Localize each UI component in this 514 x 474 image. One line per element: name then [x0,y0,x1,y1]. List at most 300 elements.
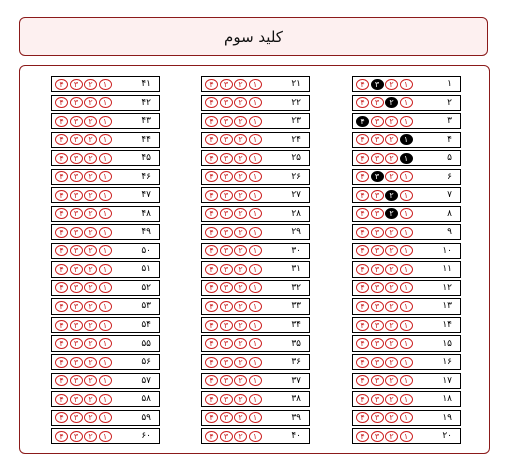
answer-bubble-option-1[interactable]: ۱ [249,153,262,164]
answer-bubble-option-1[interactable]: ۱ [99,134,112,145]
question-number: ۵۵ [141,338,151,349]
answer-bubble-option-2[interactable]: ۲ [385,301,398,312]
answer-bubble-option-2[interactable]: ۲ [84,375,97,386]
answer-bubble-option-2[interactable]: ۲ [234,338,247,349]
answer-bubble-option-3[interactable]: ۳ [220,134,233,145]
answer-bubble-option-1[interactable]: ۱ [99,190,112,201]
answer-bubble-option-3[interactable]: ۳ [371,116,384,127]
question-number: ۵۲ [141,282,151,293]
question-number: ۱۹ [442,412,452,423]
answer-bubble-option-4[interactable]: ۴ [356,190,369,201]
answer-bubble-option-1[interactable]: ۱ [99,97,112,108]
answer-bubble-option-1[interactable]: ۱ [400,394,413,405]
answer-bubble-option-1[interactable]: ۱ [400,153,413,164]
answer-bubble-option-3[interactable]: ۳ [220,264,233,275]
answer-row [51,335,160,351]
answer-bubble-option-2[interactable]: ۲ [84,245,97,256]
question-number: ۲۳ [291,116,301,127]
answer-bubble-option-4[interactable]: ۴ [356,79,369,90]
answer-bubble-option-3[interactable]: ۳ [70,134,83,145]
answer-bubbles [205,134,263,145]
answer-bubble-option-1[interactable]: ۱ [99,79,112,90]
answer-bubble-option-3[interactable]: ۳ [371,394,384,405]
answer-bubble-option-2[interactable]: ۲ [84,208,97,219]
answer-bubble-option-4[interactable]: ۴ [55,208,68,219]
answer-bubble-option-4[interactable]: ۴ [356,301,369,312]
answer-bubble-option-4[interactable]: ۴ [356,134,369,145]
answer-bubble-option-2[interactable]: ۲ [84,227,97,238]
answer-row [201,335,310,351]
answer-bubble-option-2[interactable]: ۲ [84,116,97,127]
answer-bubble-option-2[interactable]: ۲ [385,264,398,275]
answer-bubble-option-3[interactable]: ۳ [371,338,384,349]
answer-bubble-option-4[interactable]: ۴ [205,431,218,442]
answer-row [352,280,461,296]
answer-bubble-option-1[interactable]: ۱ [249,412,262,423]
answer-bubbles [356,320,414,331]
answer-bubble-option-4[interactable]: ۴ [205,190,218,201]
answer-bubble-option-1[interactable]: ۱ [400,245,413,256]
answer-bubble-option-4[interactable]: ۴ [356,97,369,108]
answer-bubble-option-4[interactable]: ۴ [55,375,68,386]
answer-bubble-option-1[interactable]: ۱ [400,338,413,349]
answer-bubble-option-2[interactable]: ۲ [84,357,97,368]
answer-bubble-option-4[interactable]: ۴ [356,338,369,349]
answer-bubble-option-4[interactable]: ۴ [205,412,218,423]
answer-bubble-option-4[interactable]: ۴ [205,375,218,386]
answer-bubble-option-3[interactable]: ۳ [70,227,83,238]
question-number: ۱۸ [442,394,452,405]
answer-bubbles [55,320,113,331]
answer-bubble-option-4[interactable]: ۴ [205,134,218,145]
answer-bubbles [356,282,414,293]
answer-bubble-option-4[interactable]: ۴ [55,431,68,442]
answer-bubble-option-1[interactable]: ۱ [99,116,112,127]
answer-row [51,373,160,389]
question-number: ۲۲ [291,97,301,108]
answer-bubble-option-1[interactable]: ۱ [99,282,112,293]
answer-bubble-option-2[interactable]: ۲ [385,357,398,368]
answer-bubble-option-3[interactable]: ۳ [371,190,384,201]
answer-bubble-option-3[interactable]: ۳ [220,320,233,331]
answer-bubble-option-4[interactable]: ۴ [356,412,369,423]
answer-bubble-option-4[interactable]: ۴ [205,320,218,331]
answer-bubble-option-3[interactable]: ۳ [371,245,384,256]
answer-row [201,261,310,277]
answer-bubble-option-3[interactable]: ۳ [70,116,83,127]
answer-bubble-option-2[interactable]: ۲ [234,301,247,312]
answer-bubble-option-3[interactable]: ۳ [70,97,83,108]
answer-bubble-option-2[interactable]: ۲ [234,79,247,90]
answer-bubble-option-1[interactable]: ۱ [400,190,413,201]
answer-bubble-option-3[interactable]: ۳ [70,338,83,349]
answer-bubble-option-3[interactable]: ۳ [371,412,384,423]
answer-bubble-option-3[interactable]: ۳ [371,320,384,331]
answer-bubble-option-4[interactable]: ۴ [356,264,369,275]
answer-bubble-option-3[interactable]: ۳ [220,190,233,201]
answer-bubble-option-1[interactable]: ۱ [249,264,262,275]
answer-bubble-option-1[interactable]: ۱ [249,320,262,331]
answer-bubble-option-2[interactable]: ۲ [385,116,398,127]
answer-bubble-option-4[interactable]: ۴ [356,208,369,219]
answer-bubble-option-4[interactable]: ۴ [356,153,369,164]
answer-bubble-option-4[interactable]: ۴ [356,227,369,238]
answer-bubble-option-3[interactable]: ۳ [70,394,83,405]
question-number: ۲۶ [291,171,301,182]
answer-bubble-option-1[interactable]: ۱ [249,208,262,219]
answer-row [51,354,160,370]
answer-bubble-option-3[interactable]: ۳ [70,412,83,423]
answer-bubble-option-4[interactable]: ۴ [205,227,218,238]
answer-bubble-option-2[interactable]: ۲ [84,282,97,293]
answer-bubble-option-4[interactable]: ۴ [55,282,68,293]
question-number: ۴۵ [141,153,151,164]
answer-bubble-option-3[interactable]: ۳ [371,301,384,312]
answer-row [201,169,310,185]
answer-bubble-option-3[interactable]: ۳ [220,153,233,164]
answer-bubble-option-4[interactable]: ۴ [205,282,218,293]
answer-bubble-option-4[interactable]: ۴ [55,153,68,164]
answer-bubbles [55,153,113,164]
answer-bubble-option-1[interactable]: ۱ [400,116,413,127]
answer-bubble-option-4[interactable]: ۴ [205,245,218,256]
answer-bubble-option-4[interactable]: ۴ [205,357,218,368]
answer-bubble-option-3[interactable]: ۳ [371,97,384,108]
answer-bubble-option-1[interactable]: ۱ [249,282,262,293]
answer-bubble-option-4[interactable]: ۴ [205,97,218,108]
answer-bubbles [356,357,414,368]
answer-bubble-option-4[interactable]: ۴ [55,134,68,145]
answer-bubble-option-2[interactable]: ۲ [385,320,398,331]
answer-bubble-option-1[interactable]: ۱ [99,320,112,331]
answer-row [201,243,310,259]
answer-bubble-option-1[interactable]: ۱ [249,245,262,256]
answer-bubble-option-1[interactable]: ۱ [99,394,112,405]
answer-bubble-option-2[interactable]: ۲ [234,320,247,331]
question-number: ۷ [447,190,452,201]
answer-bubble-option-4[interactable]: ۴ [55,190,68,201]
answer-bubbles [356,412,414,423]
answer-bubbles [205,338,263,349]
answer-bubble-option-3[interactable]: ۳ [70,208,83,219]
answer-bubble-option-2[interactable]: ۲ [385,227,398,238]
answer-bubble-option-3[interactable]: ۳ [70,79,83,90]
answer-bubble-option-3[interactable]: ۳ [220,171,233,182]
answer-bubble-option-1[interactable]: ۱ [249,190,262,201]
answer-bubble-option-4[interactable]: ۴ [55,116,68,127]
answer-bubble-option-2[interactable]: ۲ [385,79,398,90]
answer-bubble-option-3[interactable]: ۳ [371,153,384,164]
answer-bubble-option-4[interactable]: ۴ [356,116,369,127]
answer-bubble-option-3[interactable]: ۳ [220,227,233,238]
answer-bubble-option-3[interactable]: ۳ [70,301,83,312]
answer-bubble-option-4[interactable]: ۴ [205,79,218,90]
answer-bubble-option-1[interactable]: ۱ [99,171,112,182]
answer-bubbles [356,134,414,145]
answer-bubble-option-3[interactable]: ۳ [371,357,384,368]
answer-bubble-option-2[interactable]: ۲ [385,134,398,145]
answer-bubble-option-2[interactable]: ۲ [84,431,97,442]
answer-bubble-option-1[interactable]: ۱ [249,357,262,368]
answer-bubble-option-3[interactable]: ۳ [220,97,233,108]
answer-bubble-option-1[interactable]: ۱ [99,301,112,312]
answer-bubble-option-2[interactable]: ۲ [385,153,398,164]
answer-bubble-option-4[interactable]: ۴ [55,245,68,256]
answer-bubble-option-2[interactable]: ۲ [385,282,398,293]
answer-bubble-option-3[interactable]: ۳ [70,375,83,386]
answer-row [352,206,461,222]
answer-bubble-option-1[interactable]: ۱ [400,301,413,312]
question-number: ۲۱ [291,79,301,90]
answer-bubble-option-2[interactable]: ۲ [385,412,398,423]
answer-bubble-option-1[interactable]: ۱ [400,357,413,368]
question-number: ۵۰ [141,245,151,256]
answer-bubble-option-3[interactable]: ۳ [220,245,233,256]
answer-bubbles [205,79,263,90]
answer-bubble-option-4[interactable]: ۴ [55,171,68,182]
answer-bubble-option-4[interactable]: ۴ [356,320,369,331]
answer-bubble-option-3[interactable]: ۳ [371,79,384,90]
answer-bubble-option-2[interactable]: ۲ [234,375,247,386]
answer-bubble-option-3[interactable]: ۳ [220,431,233,442]
answer-bubble-option-1[interactable]: ۱ [249,394,262,405]
answer-bubble-option-2[interactable]: ۲ [84,338,97,349]
answer-bubble-option-2[interactable]: ۲ [84,97,97,108]
answer-bubble-option-1[interactable]: ۱ [249,116,262,127]
answer-bubble-option-4[interactable]: ۴ [205,394,218,405]
answer-bubble-option-4[interactable]: ۴ [356,357,369,368]
answer-bubble-option-1[interactable]: ۱ [400,320,413,331]
answer-bubble-option-2[interactable]: ۲ [385,171,398,182]
answer-bubble-option-2[interactable]: ۲ [84,171,97,182]
answer-bubbles [205,116,263,127]
answer-bubble-option-2[interactable]: ۲ [84,134,97,145]
answer-bubbles [356,97,414,108]
answer-bubble-option-4[interactable]: ۴ [205,264,218,275]
answer-bubble-option-2[interactable]: ۲ [385,375,398,386]
answer-bubble-option-2[interactable]: ۲ [234,190,247,201]
question-number: ۱۷ [442,375,452,386]
answer-bubble-option-2[interactable]: ۲ [385,97,398,108]
answer-bubble-option-2[interactable]: ۲ [234,97,247,108]
answer-row [352,113,461,129]
answer-bubble-option-1[interactable]: ۱ [99,208,112,219]
answer-bubble-option-3[interactable]: ۳ [220,208,233,219]
answer-bubbles [55,116,113,127]
answer-bubbles [55,208,113,219]
answer-bubble-option-4[interactable]: ۴ [356,375,369,386]
answer-bubble-option-2[interactable]: ۲ [84,394,97,405]
answer-bubble-option-4[interactable]: ۴ [55,264,68,275]
answer-row [201,224,310,240]
answer-key-title: کلید سوم [224,27,283,46]
answer-bubble-option-1[interactable]: ۱ [249,171,262,182]
answer-bubble-option-4[interactable]: ۴ [205,116,218,127]
answer-bubble-option-3[interactable]: ۳ [70,431,83,442]
answer-bubble-option-3[interactable]: ۳ [371,208,384,219]
answer-bubble-option-3[interactable]: ۳ [220,375,233,386]
answer-bubble-option-3[interactable]: ۳ [371,134,384,145]
answer-bubble-option-3[interactable]: ۳ [220,282,233,293]
answer-bubble-option-1[interactable]: ۱ [99,338,112,349]
answer-bubble-option-3[interactable]: ۳ [371,375,384,386]
answer-bubble-option-4[interactable]: ۴ [356,245,369,256]
answer-bubble-option-4[interactable]: ۴ [55,357,68,368]
question-number: ۴۴ [141,134,151,145]
answer-bubble-option-2[interactable]: ۲ [234,264,247,275]
answer-bubble-option-1[interactable]: ۱ [400,134,413,145]
answer-bubble-option-2[interactable]: ۲ [84,301,97,312]
answer-bubble-option-1[interactable]: ۱ [99,245,112,256]
answer-bubble-option-2[interactable]: ۲ [234,153,247,164]
answer-bubble-option-2[interactable]: ۲ [385,431,398,442]
answer-bubble-option-4[interactable]: ۴ [55,412,68,423]
question-number: ۱۰ [442,245,452,256]
answer-bubble-option-2[interactable]: ۲ [385,245,398,256]
answer-row [51,132,160,148]
answer-bubble-option-1[interactable]: ۱ [400,412,413,423]
answer-bubble-option-4[interactable]: ۴ [356,431,369,442]
answer-bubble-option-4[interactable]: ۴ [55,320,68,331]
answer-bubble-option-2[interactable]: ۲ [234,116,247,127]
answer-bubble-option-2[interactable]: ۲ [234,171,247,182]
answer-bubble-option-3[interactable]: ۳ [70,171,83,182]
answer-bubble-option-4[interactable]: ۴ [55,227,68,238]
answer-bubble-option-2[interactable]: ۲ [234,227,247,238]
answer-bubble-option-3[interactable]: ۳ [70,190,83,201]
answer-bubbles [205,245,263,256]
answer-bubbles [55,245,113,256]
answer-bubble-option-3[interactable]: ۳ [70,357,83,368]
answer-bubble-option-2[interactable]: ۲ [234,245,247,256]
answer-bubble-option-3[interactable]: ۳ [70,282,83,293]
answer-bubble-option-4[interactable]: ۴ [55,338,68,349]
answer-bubble-option-1[interactable]: ۱ [400,264,413,275]
answer-bubble-option-1[interactable]: ۱ [400,208,413,219]
answer-bubble-option-1[interactable]: ۱ [249,97,262,108]
answer-bubble-option-4[interactable]: ۴ [205,208,218,219]
answer-bubble-option-2[interactable]: ۲ [385,190,398,201]
answer-bubble-option-4[interactable]: ۴ [205,301,218,312]
answer-bubble-option-3[interactable]: ۳ [220,394,233,405]
answer-bubbles [55,338,113,349]
answer-bubble-option-3[interactable]: ۳ [371,227,384,238]
answer-bubble-option-2[interactable]: ۲ [84,153,97,164]
answer-bubble-option-4[interactable]: ۴ [55,97,68,108]
answer-bubble-option-3[interactable]: ۳ [70,153,83,164]
answer-bubble-option-3[interactable]: ۳ [371,264,384,275]
answer-bubble-option-3[interactable]: ۳ [220,357,233,368]
answer-bubble-option-1[interactable]: ۱ [99,431,112,442]
answer-bubble-option-1[interactable]: ۱ [400,97,413,108]
answer-bubbles [55,171,113,182]
answer-bubble-option-4[interactable]: ۴ [205,171,218,182]
answer-row [352,224,461,240]
answer-bubble-option-1[interactable]: ۱ [400,431,413,442]
answer-bubble-option-1[interactable]: ۱ [99,412,112,423]
answer-column-1-20 [352,76,461,447]
answer-bubble-option-2[interactable]: ۲ [84,412,97,423]
answer-bubble-option-4[interactable]: ۴ [55,79,68,90]
answer-bubble-option-1[interactable]: ۱ [99,264,112,275]
answer-bubble-option-1[interactable]: ۱ [400,171,413,182]
answer-bubbles [205,190,263,201]
question-number: ۴۰ [291,431,301,442]
answer-bubble-option-3[interactable]: ۳ [371,171,384,182]
answer-bubble-option-2[interactable]: ۲ [385,394,398,405]
answer-bubble-option-1[interactable]: ۱ [249,227,262,238]
answer-bubbles [55,227,113,238]
answer-bubble-option-3[interactable]: ۳ [220,412,233,423]
answer-row [51,317,160,333]
answer-bubbles [55,357,113,368]
answer-bubble-option-2[interactable]: ۲ [234,208,247,219]
answer-bubble-option-2[interactable]: ۲ [385,208,398,219]
answer-row [51,243,160,259]
question-number: ۵۹ [141,412,151,423]
answer-bubble-option-2[interactable]: ۲ [385,338,398,349]
answer-bubble-option-2[interactable]: ۲ [234,412,247,423]
answer-bubble-option-4[interactable]: ۴ [55,301,68,312]
answer-row [201,373,310,389]
answer-bubble-option-1[interactable]: ۱ [99,227,112,238]
answer-bubble-option-1[interactable]: ۱ [400,282,413,293]
answer-bubble-option-2[interactable]: ۲ [234,431,247,442]
answer-bubble-option-1[interactable]: ۱ [249,375,262,386]
answer-bubble-option-1[interactable]: ۱ [249,134,262,145]
answer-bubble-option-2[interactable]: ۲ [84,264,97,275]
answer-bubble-option-3[interactable]: ۳ [220,116,233,127]
answer-bubble-option-3[interactable]: ۳ [70,264,83,275]
answer-bubble-option-3[interactable]: ۳ [70,245,83,256]
answer-bubble-option-1[interactable]: ۱ [249,301,262,312]
answer-bubble-option-2[interactable]: ۲ [84,79,97,90]
answer-bubble-option-4[interactable]: ۴ [356,171,369,182]
answer-bubble-option-3[interactable]: ۳ [371,431,384,442]
answer-bubble-option-4[interactable]: ۴ [356,394,369,405]
answer-bubble-option-1[interactable]: ۱ [400,227,413,238]
answer-bubble-option-2[interactable]: ۲ [84,190,97,201]
answer-bubble-option-3[interactable]: ۳ [220,79,233,90]
answer-row [201,428,310,444]
answer-bubble-option-3[interactable]: ۳ [220,301,233,312]
answer-bubble-option-1[interactable]: ۱ [99,357,112,368]
answer-row [51,113,160,129]
answer-bubble-option-1[interactable]: ۱ [99,153,112,164]
answer-bubble-option-2[interactable]: ۲ [234,394,247,405]
answer-bubble-option-1[interactable]: ۱ [249,431,262,442]
answer-bubble-option-3[interactable]: ۳ [70,320,83,331]
answer-row [51,76,160,92]
answer-bubble-option-3[interactable]: ۳ [371,282,384,293]
answer-bubble-option-4[interactable]: ۴ [55,394,68,405]
answer-bubble-option-2[interactable]: ۲ [234,357,247,368]
question-number: ۲۰ [442,431,452,442]
answer-bubble-option-2[interactable]: ۲ [234,282,247,293]
question-number: ۳۷ [291,375,301,386]
answer-bubble-option-1[interactable]: ۱ [249,79,262,90]
answer-bubble-option-1[interactable]: ۱ [249,338,262,349]
answer-bubble-option-2[interactable]: ۲ [84,320,97,331]
answer-bubble-option-1[interactable]: ۱ [400,79,413,90]
answer-bubble-option-1[interactable]: ۱ [400,375,413,386]
answer-bubble-option-4[interactable]: ۴ [205,338,218,349]
answer-bubble-option-3[interactable]: ۳ [220,338,233,349]
answer-bubble-option-2[interactable]: ۲ [234,134,247,145]
answer-bubble-option-1[interactable]: ۱ [99,375,112,386]
answer-bubble-option-4[interactable]: ۴ [205,153,218,164]
answer-bubble-option-4[interactable]: ۴ [356,282,369,293]
